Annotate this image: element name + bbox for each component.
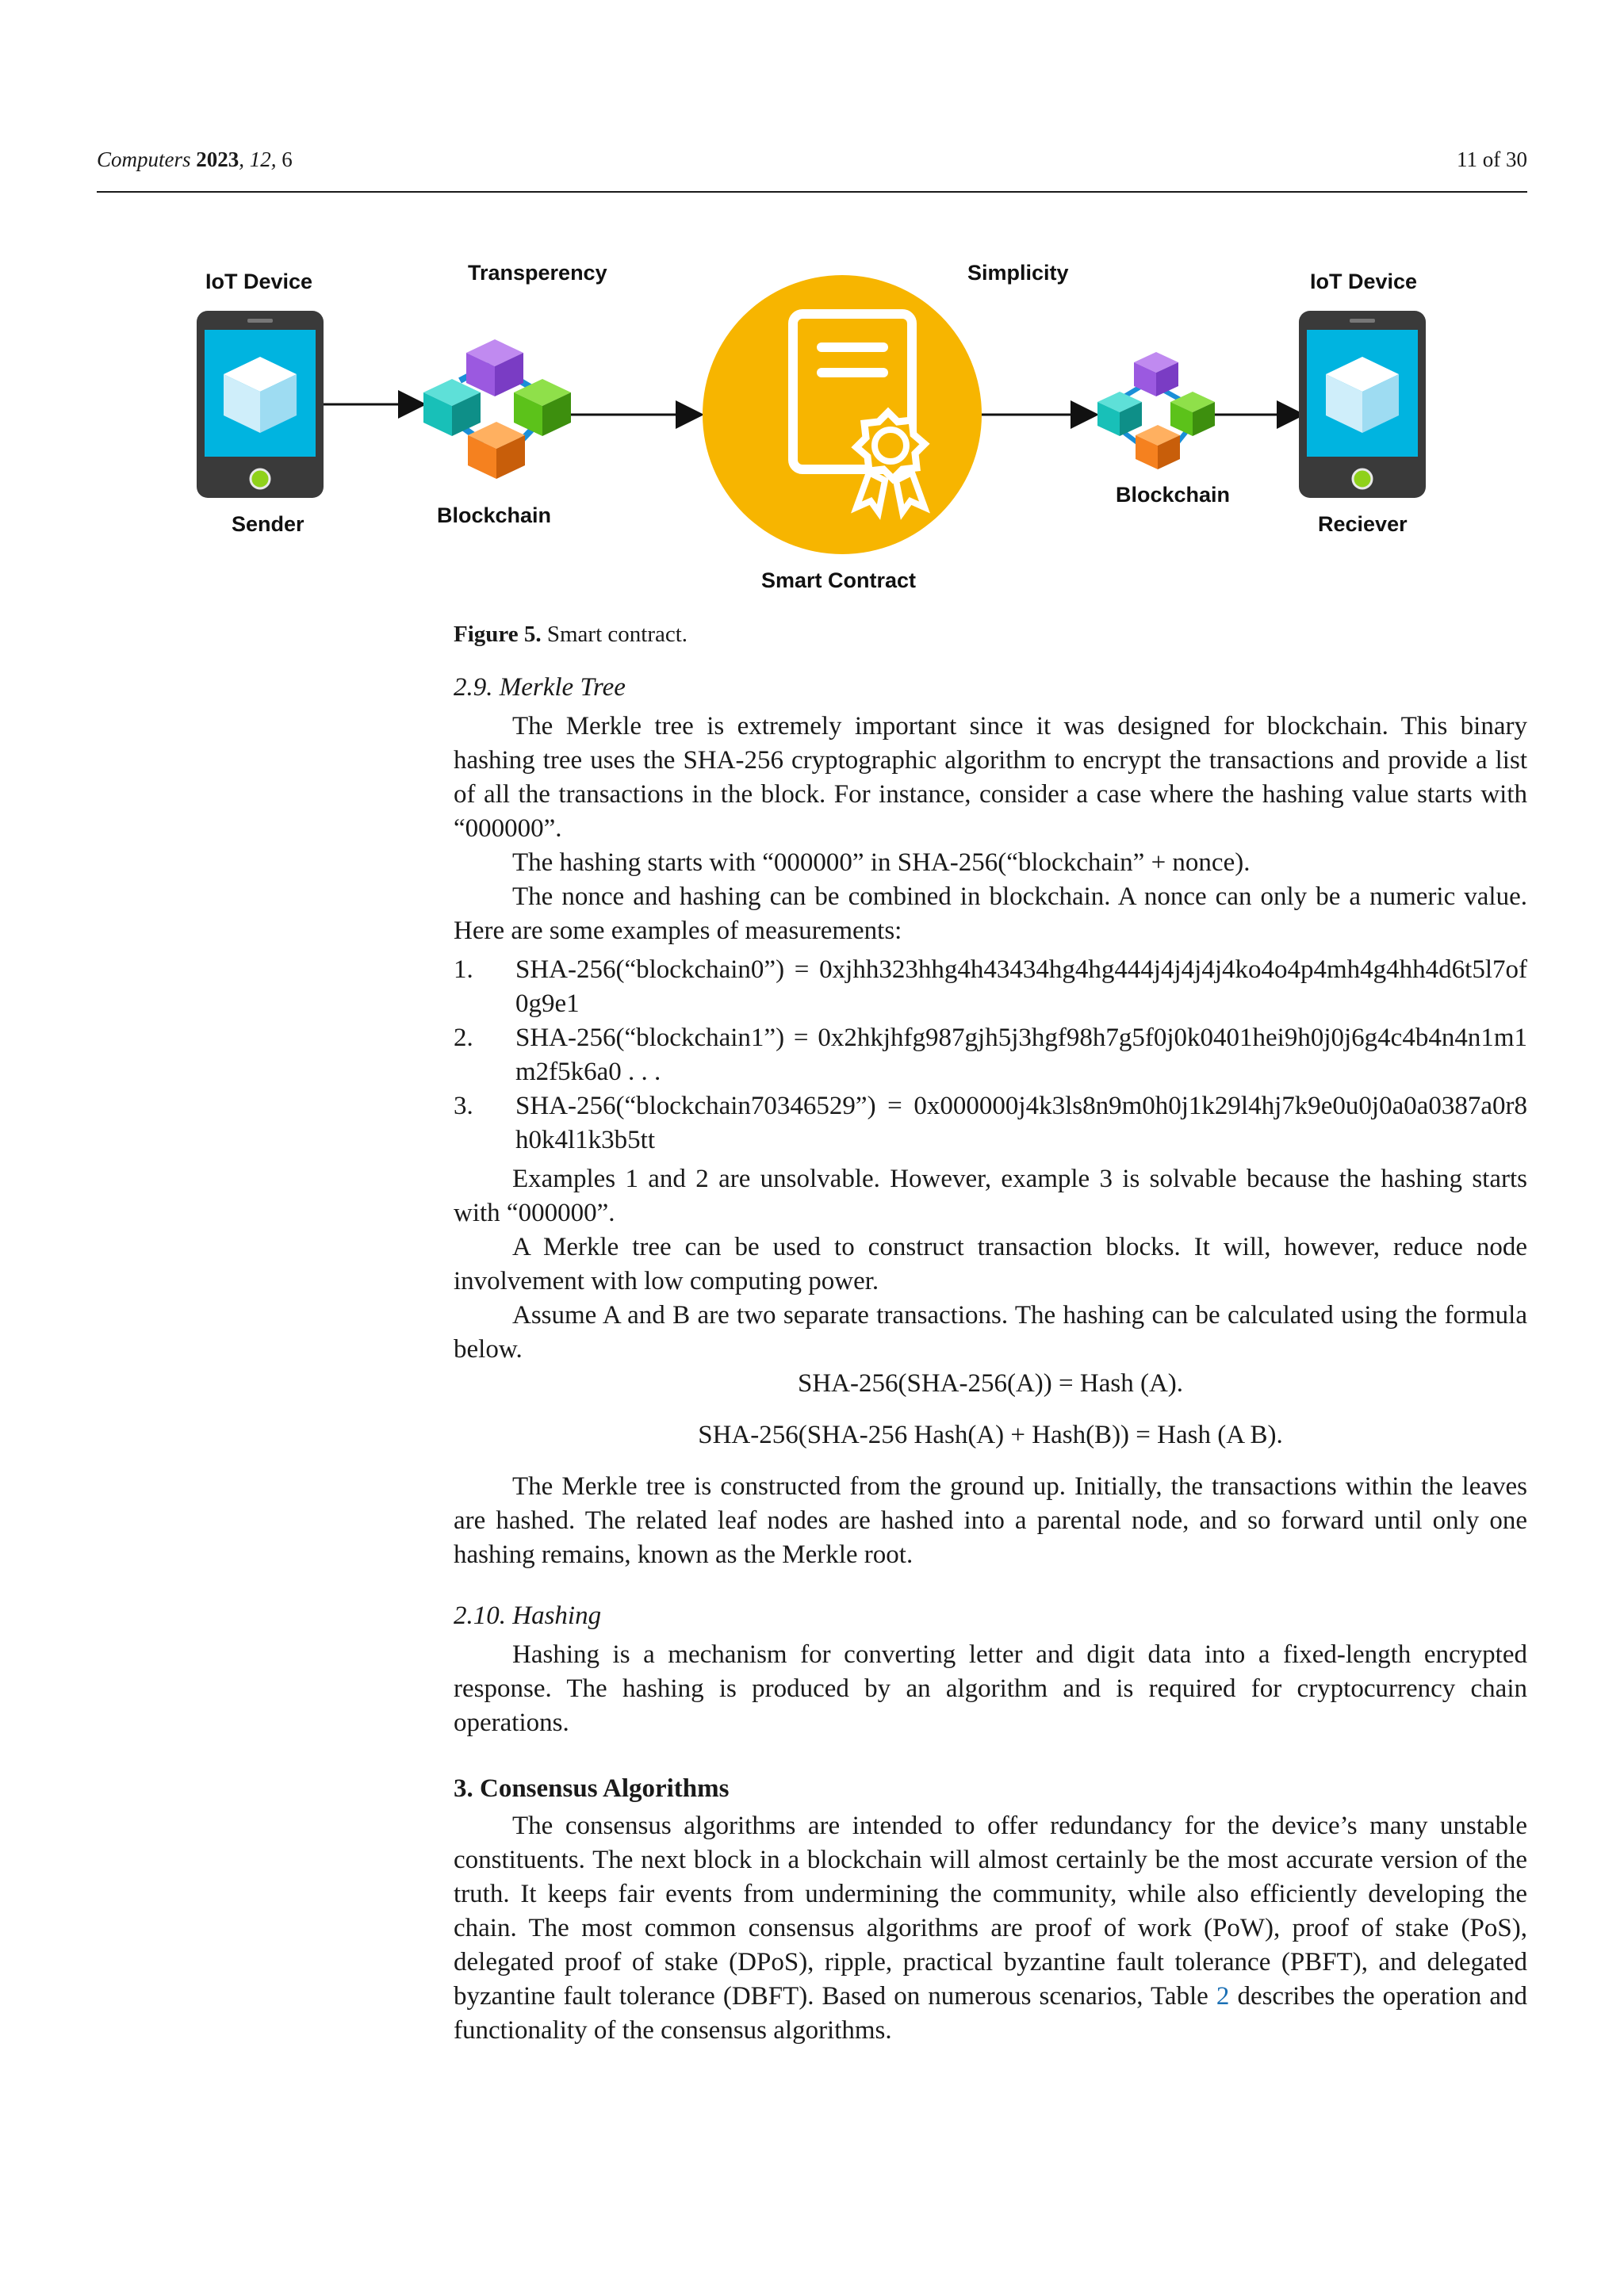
equation-1: SHA-256(SHA-256(A)) = Hash (A). <box>797 1369 1184 1398</box>
label-sender: Sender <box>232 512 304 536</box>
table-2-link[interactable]: 2 <box>1216 1982 1230 2011</box>
paragraph: Hashing is a mechanism for converting letter and digit data into a fixed-length encrypted response. The hashing is produced by an algorithm and is required for cryptocurrency chain operations. <box>454 1640 1527 1737</box>
running-header <box>97 147 1527 179</box>
blockchain-left-icon <box>423 339 571 479</box>
paragraph: The consensus algorithms are intended to offer redundancy for the device’s many unstable constituents. The next block in a blockchain will almost certainly be the most accurate version of the truth. It keeps fair events from undermining the community, while also efficiently developing the chain. The most common consensus algorithms are proof of work (PoW), proof of stake (PoS), delegated proof of stake (DPoS), ripple, practical byzantine fault tolerance (PBFT), and delegated byzantine fault tolerance (DBFT). Based on numerous scenarios, Table 2 describes the operation and functionality of the consensus algorithms. <box>454 1812 1527 2045</box>
list-item: 1. SHA-256(“blockchain0”) = 0xjhh323hhg4h43434hg4hg444j4j4j4j4ko4o4p4mh4g4hh4d6t5l7of0g9e1 <box>454 955 1527 1018</box>
header-divider <box>97 191 1527 193</box>
label-transparency: Transperency <box>468 261 607 285</box>
receiver-phone-icon <box>1299 311 1426 498</box>
label-blockchain-right: Blockchain <box>1116 483 1231 507</box>
paragraph: Assume A and B are two separate transactions. The hashing can be calculated using the formula below. <box>454 1301 1527 1364</box>
figure-caption: Figure 5. Smart contract. <box>454 622 688 647</box>
figure-diagram <box>159 246 1491 603</box>
label-smart-contract: Smart Contract <box>761 568 917 592</box>
sender-phone-icon <box>197 311 324 498</box>
label-blockchain-left: Blockchain <box>437 503 552 527</box>
heading-hashing: 2.10. Hashing <box>454 1601 602 1630</box>
label-receiver: Reciever <box>1318 512 1408 536</box>
heading-merkle-tree: 2.9. Merkle Tree <box>454 673 626 702</box>
body-content <box>454 671 1527 2048</box>
smart-contract-icon <box>703 275 982 554</box>
equation-2: SHA-256(SHA-256 Hash(A) + Hash(B)) = Hash (A B). <box>698 1421 1283 1449</box>
paragraph: The Merkle tree is extremely important since it was designed for blockchain. This binary hashing tree uses the SHA-256 cryptographic algorithm to encrypt the transactions and provide a list of all the transactions in the block. For instance, consider a case where the hashing value starts with “000000”. <box>454 712 1527 843</box>
blockchain-right-icon <box>1097 352 1215 469</box>
hash-example-list <box>454 953 1527 1158</box>
paragraph: The hashing starts with “000000” in SHA-256(“blockchain” + nonce). <box>512 848 1251 877</box>
paragraph: The nonce and hashing can be combined in blockchain. A nonce can only be a numeric value. Here are some examples of measurements: <box>454 882 1527 945</box>
paragraph: A Merkle tree can be used to construct transaction blocks. It will, however, reduce node involvement with low computing power. <box>454 1233 1527 1295</box>
page-number: 11 of 30 <box>1457 147 1527 171</box>
paragraph: The Merkle tree is constructed from the ground up. Initially, the transactions within the leaves are hashed. The related leaf nodes are hashed into a parental node, and so forward until only one hashing remains, known as the Merkle root. <box>454 1472 1527 1569</box>
list-item: 3. SHA-256(“blockchain70346529”) = 0x000000j4k3ls8n9m0h0j1k29l4hj7k9e0u0j0a0a0387a0r8h0k4l1k3b5tt <box>454 1092 1527 1154</box>
figure-smart-contract <box>159 246 1491 603</box>
heading-consensus-algorithms: 3. Consensus Algorithms <box>454 1774 730 1803</box>
list-item: 2. SHA-256(“blockchain1”) = 0x2hkjhfg987gjh5j3hgf98h7g5f0j0k0401hei9h0j0j6g4c4b4n4n1m1m2f5k6a0 . . . <box>454 1024 1527 1086</box>
journal-citation: Computers 2023, 12, 6 <box>97 147 293 171</box>
label-iot-device-right: IoT Device <box>1310 270 1418 293</box>
label-simplicity: Simplicity <box>967 261 1069 285</box>
paragraph: Examples 1 and 2 are unsolvable. However, example 3 is solvable because the hashing starts with “000000”. <box>454 1165 1527 1227</box>
label-iot-device-left: IoT Device <box>205 270 313 293</box>
